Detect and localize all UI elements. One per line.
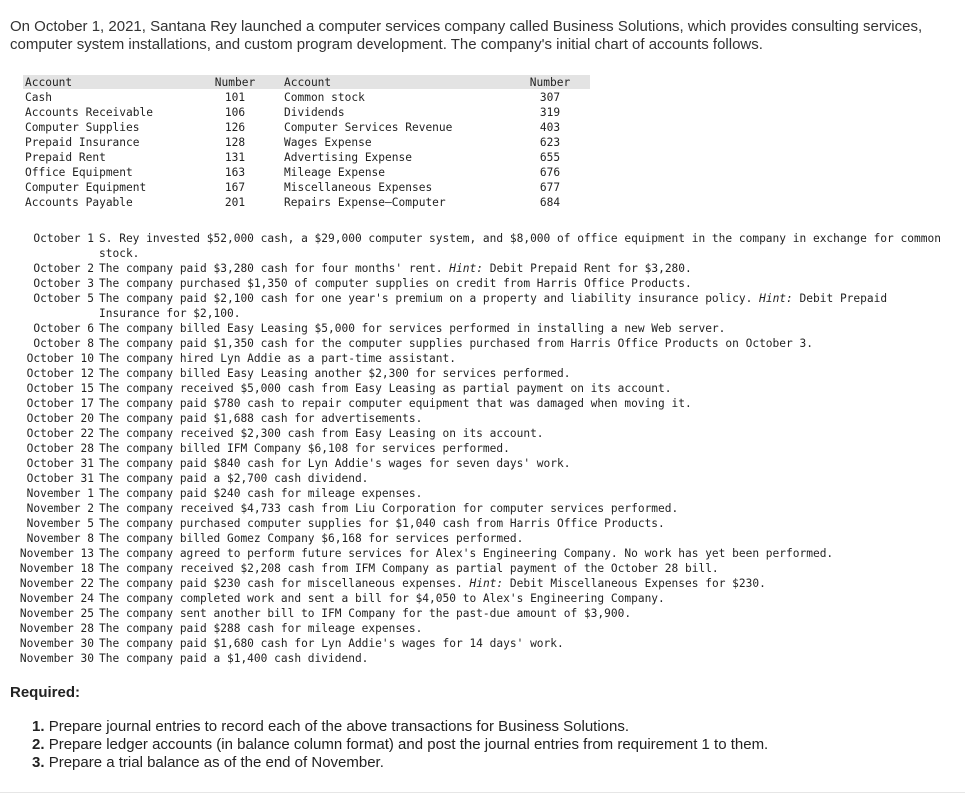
transaction-text [99, 501, 949, 516]
transaction-description: The company paid a $2,700 cash dividend. [99, 472, 369, 485]
account-name: Dividends [284, 106, 345, 119]
transaction-description: The company paid $1,688 cash for advertisements. [99, 412, 423, 425]
transaction-row [8, 531, 958, 546]
transaction-text [99, 606, 949, 621]
transaction-row [8, 561, 958, 576]
transaction-row [8, 231, 958, 261]
account-name: Repairs Expense—Computer [284, 196, 446, 209]
account-name: Computer Supplies [25, 121, 140, 134]
account-name: Computer Equipment [25, 181, 147, 194]
account-number: 307 [539, 91, 561, 104]
transaction-text [99, 636, 949, 651]
transaction-row [8, 336, 958, 351]
transaction-date: October 5 [33, 292, 94, 305]
transaction-text [99, 291, 949, 321]
account-number: 677 [539, 181, 561, 194]
required-item-text: Prepare journal entries to record each of the above transactions for Business Solutions. [48, 718, 630, 735]
account-number: 106 [224, 106, 246, 119]
account-name-column-left [25, 75, 153, 210]
transaction-row [8, 651, 958, 666]
transaction-date: October 17 [26, 397, 94, 410]
transaction-date: November 1 [26, 487, 94, 500]
transaction-date: November 30 [19, 652, 94, 665]
account-name: Mileage Expense [284, 166, 386, 179]
transaction-date: October 3 [33, 277, 94, 290]
transaction-date: October 28 [26, 442, 94, 455]
transaction-text [99, 486, 949, 501]
column-header: Account [25, 76, 73, 89]
transaction-date: October 15 [26, 382, 94, 395]
transaction-text [99, 426, 949, 441]
transaction-date: October 31 [26, 472, 94, 485]
transaction-row [8, 426, 958, 441]
transaction-date: November 8 [26, 532, 94, 545]
transaction-text [99, 321, 949, 336]
transaction-description: The company paid $2,100 cash for one year's premium on a property and liability insurance policy. [99, 292, 753, 305]
hint-text: Debit Miscellaneous Expenses for $230. [509, 577, 766, 590]
account-name: Computer Services Revenue [284, 121, 453, 134]
column-header: Account [284, 76, 332, 89]
transaction-row [8, 411, 958, 426]
required-list [32, 718, 768, 772]
hint-label: Hint: [759, 292, 793, 305]
transaction-description: The company paid $3,280 cash for four months' rent. [99, 262, 443, 275]
transaction-description: The company received $5,000 cash from Easy Leasing as partial payment on its account. [99, 382, 672, 395]
required-item-text: Prepare a trial balance as of the end of November. [48, 754, 384, 771]
required-heading: Required: [10, 684, 81, 701]
transaction-description: The company paid $240 cash for mileage expenses. [99, 487, 423, 500]
transaction-row [8, 471, 958, 486]
transaction-text [99, 231, 949, 261]
required-item [32, 754, 768, 772]
account-name: Accounts Payable [25, 196, 133, 209]
transaction-row [8, 456, 958, 471]
transaction-text [99, 411, 949, 426]
transaction-description: The company paid $230 cash for miscellaneous expenses. [99, 577, 463, 590]
transaction-date: October 22 [26, 427, 94, 440]
transaction-date: October 10 [26, 352, 94, 365]
transaction-date: November 25 [19, 607, 94, 620]
account-name-column-right [284, 75, 452, 210]
account-name: Prepaid Rent [25, 151, 106, 164]
transaction-description: The company sent another bill to IFM Company for the past-due amount of $3,900. [99, 607, 632, 620]
transaction-date: October 20 [26, 412, 94, 425]
account-number-column-left [213, 75, 257, 210]
transaction-text [99, 471, 949, 486]
transaction-row [8, 351, 958, 366]
transaction-date: November 13 [19, 547, 94, 560]
transaction-description: The company paid $288 cash for mileage expenses. [99, 622, 423, 635]
transaction-text [99, 351, 949, 366]
transaction-description: S. Rey invested $52,000 cash, a $29,000 computer system, and $8,000 of office equipment in the company in exchange for common stock. [99, 232, 941, 260]
transaction-description: The company purchased $1,350 of computer supplies on credit from Harris Office Products. [99, 277, 692, 290]
account-number: 319 [539, 106, 561, 119]
divider [0, 792, 965, 793]
column-header: Number [214, 76, 256, 89]
transaction-row [8, 261, 958, 276]
transaction-text [99, 276, 949, 291]
transaction-row [8, 276, 958, 291]
account-number: 684 [539, 196, 561, 209]
hint-label: Hint: [469, 577, 504, 590]
required-item-number: 2. [32, 736, 45, 753]
required-item-number: 3. [32, 754, 45, 771]
transaction-row [8, 291, 958, 321]
transaction-date: November 18 [19, 562, 94, 575]
transaction-date: November 2 [26, 502, 94, 515]
transaction-row [8, 621, 958, 636]
transaction-description: The company billed Easy Leasing another $2,300 for services performed. [99, 367, 571, 380]
account-number: 101 [224, 91, 246, 104]
transaction-text [99, 366, 949, 381]
transaction-description: The company agreed to perform future services for Alex's Engineering Company. No work has yet been performed. [99, 547, 834, 560]
transaction-text [99, 576, 949, 591]
transaction-text [99, 546, 949, 561]
account-name: Wages Expense [284, 136, 372, 149]
transaction-row [8, 591, 958, 606]
transaction-description: The company billed IFM Company $6,108 for services performed. [99, 442, 510, 455]
transaction-date: November 30 [19, 637, 94, 650]
transaction-date: November 28 [19, 622, 94, 635]
account-name: Office Equipment [25, 166, 133, 179]
transaction-text [99, 561, 949, 576]
account-number: 131 [224, 151, 246, 164]
account-name: Common stock [284, 91, 365, 104]
transaction-description: The company hired Lyn Addie as a part-time assistant. [99, 352, 456, 365]
transaction-row [8, 546, 958, 561]
required-item [32, 718, 768, 736]
required-item-number: 1. [32, 718, 45, 735]
transaction-text [99, 531, 949, 546]
account-number: 126 [224, 121, 246, 134]
transaction-row [8, 576, 958, 591]
transaction-description: The company purchased computer supplies for $1,040 cash from Harris Office Products. [99, 517, 665, 530]
transaction-date: October 2 [33, 262, 94, 275]
transaction-description: The company paid $780 cash to repair computer equipment that was damaged when moving it. [99, 397, 692, 410]
transaction-date: October 1 [33, 232, 94, 245]
account-number: 128 [224, 136, 246, 149]
account-name: Accounts Receivable [25, 106, 153, 119]
account-number: 676 [539, 166, 561, 179]
transaction-row [8, 606, 958, 621]
account-number: 403 [539, 121, 561, 134]
transaction-text [99, 456, 949, 471]
account-number: 163 [224, 166, 246, 179]
transaction-row [8, 366, 958, 381]
account-name: Prepaid Insurance [25, 136, 140, 149]
transaction-row [8, 396, 958, 411]
account-number-column-right [527, 75, 573, 210]
transaction-description: The company paid $1,680 cash for Lyn Addie's wages for 14 days' work. [99, 637, 564, 650]
transaction-date: November 5 [26, 517, 94, 530]
transaction-row [8, 441, 958, 456]
intro-paragraph: On October 1, 2021, Santana Rey launched a computer services company called Business Solutions, which provides consulting services, computer system installations, and custom program development. The company's initial chart of accounts follows. [10, 18, 923, 53]
transaction-description: The company paid a $1,400 cash dividend. [99, 652, 369, 665]
account-name: Cash [25, 91, 52, 104]
transaction-description: The company received $2,300 cash from Easy Leasing on its account. [99, 427, 544, 440]
transaction-date: November 24 [19, 592, 94, 605]
transaction-description: The company paid $840 cash for Lyn Addie's wages for seven days' work. [99, 457, 571, 470]
transaction-description: The company paid $1,350 cash for the computer supplies purchased from Harris Office Products on October 3. [99, 337, 813, 350]
transaction-date: October 8 [33, 337, 94, 350]
transaction-text [99, 441, 949, 456]
account-number: 623 [539, 136, 561, 149]
transaction-row [8, 381, 958, 396]
transaction-text [99, 591, 949, 606]
transaction-description: The company billed Gomez Company $6,168 for services performed. [99, 532, 524, 545]
transaction-description: The company billed Easy Leasing $5,000 for services performed in installing a new Web server. [99, 322, 726, 335]
account-number: 655 [539, 151, 561, 164]
account-name: Miscellaneous Expenses [284, 181, 433, 194]
transaction-row [8, 321, 958, 336]
account-number: 167 [224, 181, 246, 194]
transaction-row [8, 516, 958, 531]
transaction-row [8, 501, 958, 516]
transaction-description: The company received $2,208 cash from IFM Company as partial payment of the October 28 bill. [99, 562, 719, 575]
chart-of-accounts-table [23, 75, 590, 211]
transaction-description: The company received $4,733 cash from Liu Corporation for computer services performed. [99, 502, 679, 515]
transaction-row [8, 486, 958, 501]
transaction-text [99, 261, 949, 276]
transaction-date: November 22 [19, 577, 94, 590]
transaction-date: October 31 [26, 457, 94, 470]
column-header: Number [529, 76, 571, 89]
transaction-date: October 6 [33, 322, 94, 335]
required-item-text: Prepare ledger accounts (in balance column format) and post the journal entries from requirement 1 to them. [48, 736, 769, 753]
transaction-row [8, 636, 958, 651]
transaction-description: The company completed work and sent a bill for $4,050 to Alex's Engineering Company. [99, 592, 665, 605]
transaction-text [99, 336, 949, 351]
transaction-text [99, 381, 949, 396]
transaction-text [99, 516, 949, 531]
required-item [32, 736, 768, 754]
transaction-text [99, 396, 949, 411]
transaction-list [8, 231, 958, 666]
transaction-text [99, 621, 949, 636]
transaction-text [99, 651, 949, 666]
transaction-date: October 12 [26, 367, 94, 380]
hint-text: Debit Prepaid Rent for $3,280. [489, 262, 692, 275]
hint-text: Debit Prepaid Insurance for $2,100. [99, 292, 888, 320]
account-number: 201 [224, 196, 246, 209]
account-name: Advertising Expense [284, 151, 412, 164]
hint-label: Hint: [449, 262, 483, 275]
